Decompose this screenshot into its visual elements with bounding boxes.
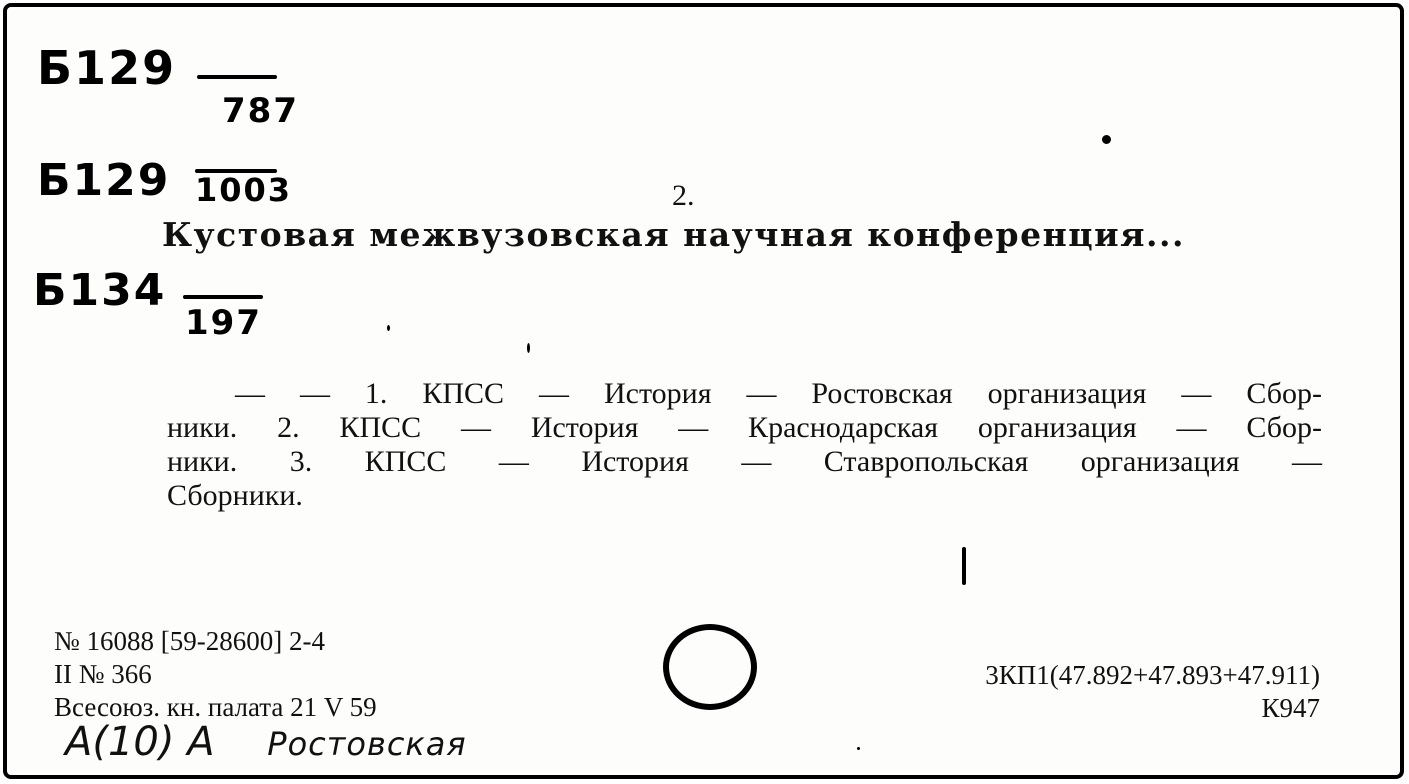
imprint-line-1: № 16088 [59-28600] 2-4 bbox=[54, 626, 325, 656]
card-number: 2. bbox=[672, 179, 695, 212]
fraction-bar bbox=[183, 295, 263, 299]
shelf-code-1-code: Б129 bbox=[37, 41, 177, 95]
handwritten-location bbox=[65, 719, 467, 765]
scan-speck bbox=[527, 343, 530, 353]
shelf-code-2-code: Б129 bbox=[37, 155, 171, 206]
catalog-card bbox=[3, 3, 1404, 779]
classification-block bbox=[985, 659, 1320, 725]
shelf-code-2-number: 1003 bbox=[195, 171, 293, 209]
subject-line: Сборники. bbox=[167, 479, 303, 512]
scan-speck bbox=[1102, 135, 1111, 144]
location-city: Ростовская bbox=[267, 725, 467, 763]
subject-headings bbox=[167, 377, 1322, 513]
shelf-code-3 bbox=[33, 265, 262, 343]
scan-speck bbox=[962, 547, 966, 585]
shelf-code-3-number: 197 bbox=[185, 303, 262, 343]
imprint-line-2: II № 366 bbox=[54, 659, 152, 689]
location-code: А(10) А bbox=[65, 719, 215, 765]
fraction-bar bbox=[197, 75, 277, 79]
subject-line: ники. 3. КПСС — История — Ставропольская организация — bbox=[167, 445, 1322, 478]
shelf-code-1 bbox=[37, 41, 299, 131]
subject-line: — — 1. КПСС — История — Ростовская организация — Сбор- bbox=[235, 377, 1322, 410]
scan-speck bbox=[387, 325, 390, 331]
shelf-code-3-code: Б134 bbox=[33, 265, 167, 316]
classification-code: 3КП1(47.892+47.893+47.911) bbox=[985, 660, 1320, 690]
imprint-line-3: Всесоюз. кн. палата 21 V 59 bbox=[54, 692, 377, 722]
author-mark: К947 bbox=[1261, 693, 1320, 723]
circle-stamp-icon bbox=[663, 624, 757, 710]
shelf-code-1-number: 787 bbox=[222, 91, 299, 131]
scan-speck bbox=[857, 747, 860, 750]
imprint-block bbox=[54, 625, 377, 724]
shelf-code-2 bbox=[37, 155, 293, 209]
subject-line: ники. 2. КПСС — История — Краснодарская организация — Сбор- bbox=[167, 411, 1322, 444]
card-title: Кустовая межвузовская научная конференция... bbox=[162, 215, 1185, 254]
